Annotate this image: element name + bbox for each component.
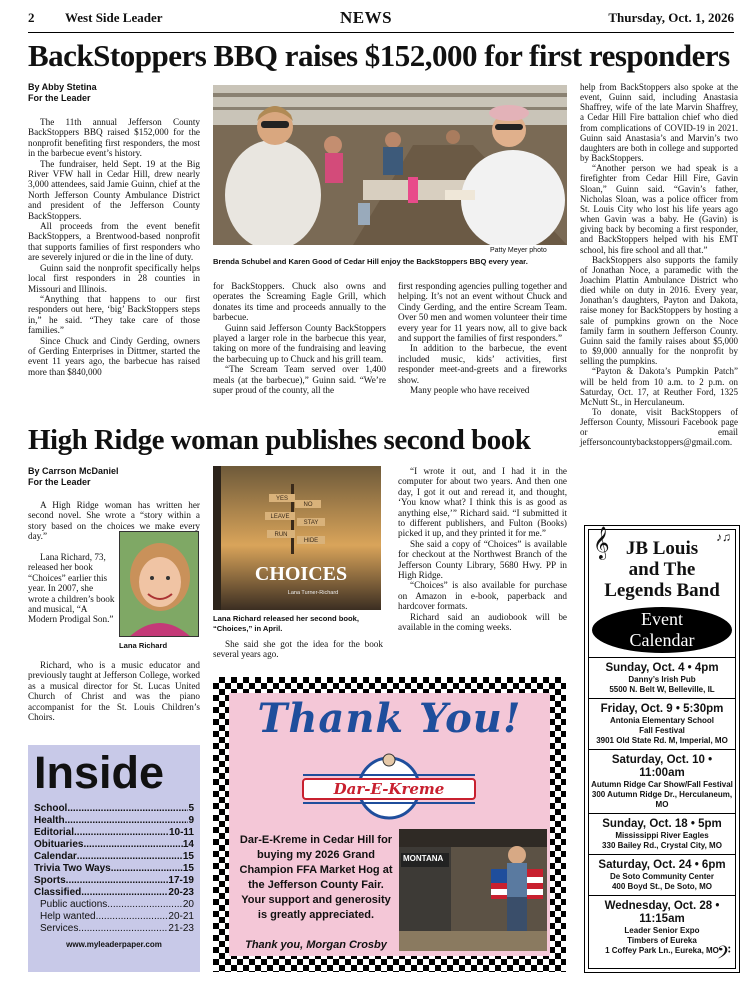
- inside-item: [34, 839, 194, 851]
- event-detail: Timbers of Eureka: [627, 936, 697, 945]
- calendar-event: [589, 657, 735, 698]
- book-title: CHOICES: [254, 563, 348, 585]
- band-name: [589, 538, 735, 601]
- event-detail: Fall Festival: [639, 726, 685, 735]
- hog-photo: [399, 829, 547, 951]
- inside-item-page: 14: [182, 839, 194, 850]
- heading-line: Event: [641, 609, 683, 629]
- inside-item-label: Sports: [34, 875, 66, 886]
- photo-credit: Patty Meyer photo: [490, 247, 547, 254]
- calendar-event: [589, 854, 735, 895]
- event-detail: Antonia Elementary School: [609, 716, 715, 725]
- event-detail: Mississippi River Eagles: [615, 831, 709, 840]
- event-date: Sunday, Oct. 4 • 4pm: [605, 662, 719, 674]
- inside-title: Inside: [34, 747, 165, 798]
- inside-item-page: 21-23: [168, 923, 194, 934]
- article2-col1-rest: [28, 660, 200, 722]
- event-detail: 5500 N. Belt W, Belleville, IL: [609, 685, 715, 694]
- inside-item: [34, 863, 194, 875]
- inside-item-label: School: [34, 803, 68, 814]
- inside-item-label: Health: [34, 815, 65, 826]
- event-detail: De Soto Community Center: [609, 872, 714, 881]
- ad-signoff: Thank you, Morgan Crosby: [245, 939, 387, 951]
- header-rule: [28, 32, 734, 33]
- sign-text: STAY: [303, 520, 319, 526]
- heading-line: Calendar: [629, 630, 695, 650]
- paragraph: A High Ridge woman has written her second novel. She wrote a “story within a story based on the choices we make every day.”: [28, 500, 200, 542]
- paragraph: She said she got the idea for the book several years ago.: [213, 639, 383, 660]
- leader-dots: [66, 875, 169, 887]
- paragraph: Guinn said Jefferson County BackStoppers played a larger role in the barbecue this year, taking on more of the fundraising and leaving the barbecuing up to Chuck and his grill team.: [213, 322, 386, 364]
- book-caption: Lana Richard released her second book, “Choices,” in April.: [213, 614, 360, 633]
- calendar-event: [589, 698, 735, 749]
- leader-dots: [111, 863, 183, 875]
- calendar-heading: [592, 607, 732, 653]
- paragraph: To donate, visit BackStoppers of Jefferson County, Missouri Facebook page or email jeffersoncountybackstoppers@gmail.com.: [580, 407, 738, 448]
- choices-book-cover: [213, 466, 381, 610]
- thank-you-ad: [213, 677, 566, 972]
- dar-e-kreme-logo: [289, 751, 489, 821]
- article2-headline: High Ridge woman publishes second book: [28, 424, 531, 456]
- event-date: Wednesday, Oct. 28 • 11:15am: [604, 900, 720, 925]
- montana-banner: MONTANA: [403, 854, 444, 863]
- article1-byline: By Abby Stetina: [28, 82, 97, 92]
- inside-item: [34, 827, 194, 839]
- paragraph: Guinn said the nonprofit specifically helps local first responders in 28 counties in Missouri and Illinois.: [28, 262, 200, 294]
- portrait-caption: Lana Richard: [119, 641, 168, 650]
- inside-item-page: 15: [182, 863, 194, 874]
- event-calendar-ad: [584, 525, 740, 973]
- inside-item-label: Public auctions: [40, 899, 108, 910]
- event-detail: 3901 Old State Rd. M, Imperial, MO: [596, 736, 728, 745]
- bbq-photo: [213, 85, 567, 245]
- inside-item-label: Classified: [34, 887, 82, 898]
- paragraph: All proceeds from the event benefit BackStoppers, a Brentwood-based nonprofit that supports families of first responders who are severely injured or die in the line of duty.: [28, 221, 200, 263]
- inside-item-label: Editorial: [34, 827, 75, 838]
- sign-text: YES: [275, 496, 289, 502]
- paragraph: The 11th annual Jefferson County BackStoppers BBQ raised $152,000 for the nonprofit benefiting first responders, the most in the barbecue event’s history.: [28, 117, 200, 159]
- article1-col4: [580, 82, 738, 448]
- paragraph: Richard, who is a music educator and previously taught at Jefferson College, worked as a musical director for St. Lucas United Church of Christ and was the piano accompanist for the St. Louis Children’s Choirs.: [28, 660, 200, 723]
- article2-byline-block: [28, 466, 200, 488]
- article1-col3: [398, 281, 567, 395]
- bbq-photo-caption: Brenda Schubel and Karen Good of Cedar Hill enjoy the BackStoppers BBQ every year.: [213, 257, 528, 266]
- sign-text: RUN: [274, 532, 288, 538]
- inside-item: [34, 899, 194, 911]
- band-line: and The: [628, 559, 696, 580]
- article2-byline: By Carrson McDaniel: [28, 466, 119, 476]
- ad-headline: Thank You!: [257, 695, 522, 742]
- music-notes-icon: ♪♫: [716, 530, 731, 544]
- inside-item-label: Obituaries: [34, 839, 84, 850]
- inside-item-page: 20-23: [168, 887, 194, 898]
- inside-item-page: 20: [182, 899, 194, 910]
- paragraph: Lana Richard, 73, released her book “Choices” earlier this year. In 2007, she wrote a children’s book and musical, “A Modern Prodigal Son.”: [28, 552, 115, 625]
- paragraph: “I wrote it out, and I had it in the computer for about two years. And then one day, I got it out and reread it, and thought, ‘You know what? I think this is as good as anything else,’” Richard said. “I submitted it to different publishers, and Fulton (Books) picked it up, and they printed it for me.”: [398, 466, 567, 539]
- bass-clef-icon: 𝄢: [716, 942, 731, 967]
- inside-item-page: 15: [182, 851, 194, 862]
- calendar-event: [589, 813, 735, 854]
- article1-byline-org: For the Leader: [28, 93, 91, 103]
- event-detail: 1 Coffey Park Ln., Eureka, MO: [605, 946, 719, 955]
- treble-clef-icon: 𝄞: [593, 528, 610, 559]
- section-label: NEWS: [340, 8, 393, 27]
- inside-item-label: Calendar: [34, 851, 77, 862]
- event-list: [589, 657, 735, 959]
- paragraph: “Anything that happens to our first responders out here, ‘big’ BackStoppers steps in,” he said. “They take care of those families.”: [28, 293, 200, 336]
- inside-item-label: Trivia Two Ways: [34, 863, 111, 874]
- issue-date: Thursday, Oct. 1, 2026: [608, 10, 734, 25]
- paragraph: “Another person we had speak is a firefighter from Cedar Hill Fire, Gavin Sloan,” Guinn said. “Gavin’s father, Nicholas Sloan, was a police officer from St. Louis City who lost his life years ago when Gavin was a baby. He (Gavin) is giving back by becoming a first responder, and BackStoppers helped with his EMT school, his fire school and all that.”: [580, 163, 738, 255]
- leader-dots: [83, 839, 182, 851]
- inside-item-page: 10-11: [168, 827, 194, 838]
- inside-index-box: [28, 745, 200, 972]
- paragraph: BackStoppers also supports the family of Jonathan Noce, a paramedic with the Joachim Plattin Ambulance District who died while on duty in 2016. Every year, Jonathan’s daughters, Payton and Dakota, raise money for BackStoppers by hosting a sale of pumpkins grown on the Noce family farm in southern Jefferson County. Guinn said the family raises about $5,000 to $9,000 annually for the nonprofit by selling the pumpkins.: [580, 254, 738, 367]
- inside-item: [34, 887, 194, 899]
- event-date: Saturday, Oct. 10 • 11:00am: [611, 754, 713, 779]
- paragraph: She said a copy of “Choices” is available for checkout at the Northwest Branch of the Jefferson County Library, 5680 Hwy. PP in High Ridge.: [398, 538, 567, 581]
- inside-item: [34, 923, 194, 935]
- leader-dots: [74, 827, 169, 839]
- logo-text: Dar-E-Kreme: [333, 780, 445, 798]
- paper-name: West Side Leader: [65, 10, 163, 25]
- website-link[interactable]: www.myleaderpaper.com: [66, 940, 162, 949]
- paragraph: In addition to the barbecue, the event included music, kids’ activities, first responder meet-and-greets and a fireworks show.: [398, 343, 567, 385]
- calendar-event: [589, 749, 735, 813]
- paragraph: for BackStoppers. Chuck also owns and operates the Screaming Eagle Grill, which donates its time and proceeds annually to the barbecue.: [213, 281, 386, 323]
- paragraph: Since Chuck and Cindy Gerding, owners of Gerding Enterprises in Dittmer, started the event 11 years ago, the barbecue has raised more than $840,000: [28, 335, 200, 377]
- article1-byline-block: [28, 82, 200, 104]
- inside-list: [34, 803, 194, 935]
- inside-item: [34, 851, 194, 863]
- event-detail: 400 Boyd St., De Soto, MO: [611, 882, 712, 891]
- paragraph: help from BackStoppers also spoke at the event, Guinn said, including Anastasia Shaffrey, wife of the late Marvin Shaffrey, a Cedar Hill Fire battalion chief who died from complications of COVID-19 in 2021. Guinn said Anastasia’s and Marvin’s two daughters are both in college and supported by BackStoppers.: [580, 82, 738, 164]
- inside-item: [34, 815, 194, 827]
- sign-text: NO: [303, 502, 313, 508]
- event-detail: Autumn Ridge Car Show/Fall Festival: [591, 780, 733, 789]
- ad-panel: [229, 693, 550, 956]
- leader-dots: [107, 899, 183, 911]
- band-line: Legends Band: [604, 580, 720, 601]
- paragraph: Many people who have received: [410, 385, 530, 396]
- paragraph: “Payton & Dakota’s Pumpkin Patch” will be held from 10 a.m. to 2 p.m. on Saturday, Oct. 17, at Reuther Ford, 1325 McNutt St., in Herculaneum.: [580, 366, 738, 407]
- article1-headline: BackStoppers BBQ raises $152,000 for first responders: [28, 38, 730, 73]
- paragraph: “Choices” is also available for purchase on Amazon in e-book, paperback and hardcover formats.: [398, 580, 567, 612]
- leader-dots: [78, 923, 168, 935]
- paragraph: “The Scream Team served over 1,400 meals (at the barbecue),” Guinn said. “We’re super proud of the county, all the: [213, 364, 386, 396]
- event-date: Sunday, Oct. 18 • 5pm: [602, 818, 722, 830]
- article2-col1-wrap: [28, 552, 115, 625]
- sign-text: HIDE: [303, 538, 319, 544]
- sign-text: LEAVE: [270, 514, 290, 520]
- leader-dots: [77, 851, 183, 863]
- leader-dots: [65, 815, 189, 827]
- page-number: 2: [28, 10, 35, 25]
- inside-item-label: Help wanted: [40, 911, 96, 922]
- inside-item-page: 9: [188, 815, 194, 826]
- event-detail: Leader Senior Expo: [624, 926, 700, 935]
- inside-item-page: 17-19: [168, 875, 194, 886]
- leader-dots: [81, 887, 168, 899]
- paragraph: first responding agencies pulling together and helping. It’s not an event without Chuck and Cindy Gerding, and the entire Scream Team. Over 50 men and women volunteer their time every year for 11 years now, all to give back and support the families of first responders.”: [398, 281, 567, 344]
- paragraph: Richard said an audiobook will be available in the coming weeks.: [398, 611, 567, 633]
- lana-richard-portrait: [119, 531, 199, 637]
- inside-item: [34, 911, 194, 923]
- inside-item-label: Services: [40, 923, 79, 934]
- article1-col1: [28, 117, 200, 377]
- paragraph: The fundraiser, held Sept. 19 at the Big River VFW hall in Cedar Hill, drew nearly 3,000 attendees, said Jamie Guinn, chief at the North Jefferson County Ambulance District and president of the Jefferson County BackStoppers.: [28, 158, 200, 221]
- event-date: Saturday, Oct. 24 • 6pm: [598, 859, 726, 871]
- article2-col3: [398, 466, 567, 633]
- leader-dots: [67, 803, 188, 815]
- ad-body: Dar-E-Kreme in Cedar Hill for buying my 2026 Grand Champion FFA Market Hog at the Jefferson County Fair. Your support and generosity is greatly appreciated.: [239, 834, 393, 921]
- event-date: Friday, Oct. 9 • 5:30pm: [600, 703, 724, 715]
- leader-dots: [96, 911, 169, 923]
- book-author: Lana Turner-Richard: [287, 590, 339, 596]
- event-detail: Danny’s Irish Pub: [628, 675, 696, 684]
- inside-item: [34, 875, 194, 887]
- band-line: JB Louis: [625, 538, 699, 559]
- event-detail: 330 Bailey Rd., Crystal City, MO: [602, 841, 722, 850]
- article2-col2: [213, 639, 383, 660]
- inside-item-page: 5: [188, 803, 194, 814]
- article1-col2: [213, 281, 386, 395]
- article2-byline-org: For the Leader: [28, 477, 91, 487]
- inside-item: [34, 803, 194, 815]
- calendar-event: [589, 895, 735, 959]
- event-detail: 300 Autumn Ridge Dr., Herculaneum, MO: [591, 790, 733, 809]
- inside-item-page: 20-21: [168, 911, 194, 922]
